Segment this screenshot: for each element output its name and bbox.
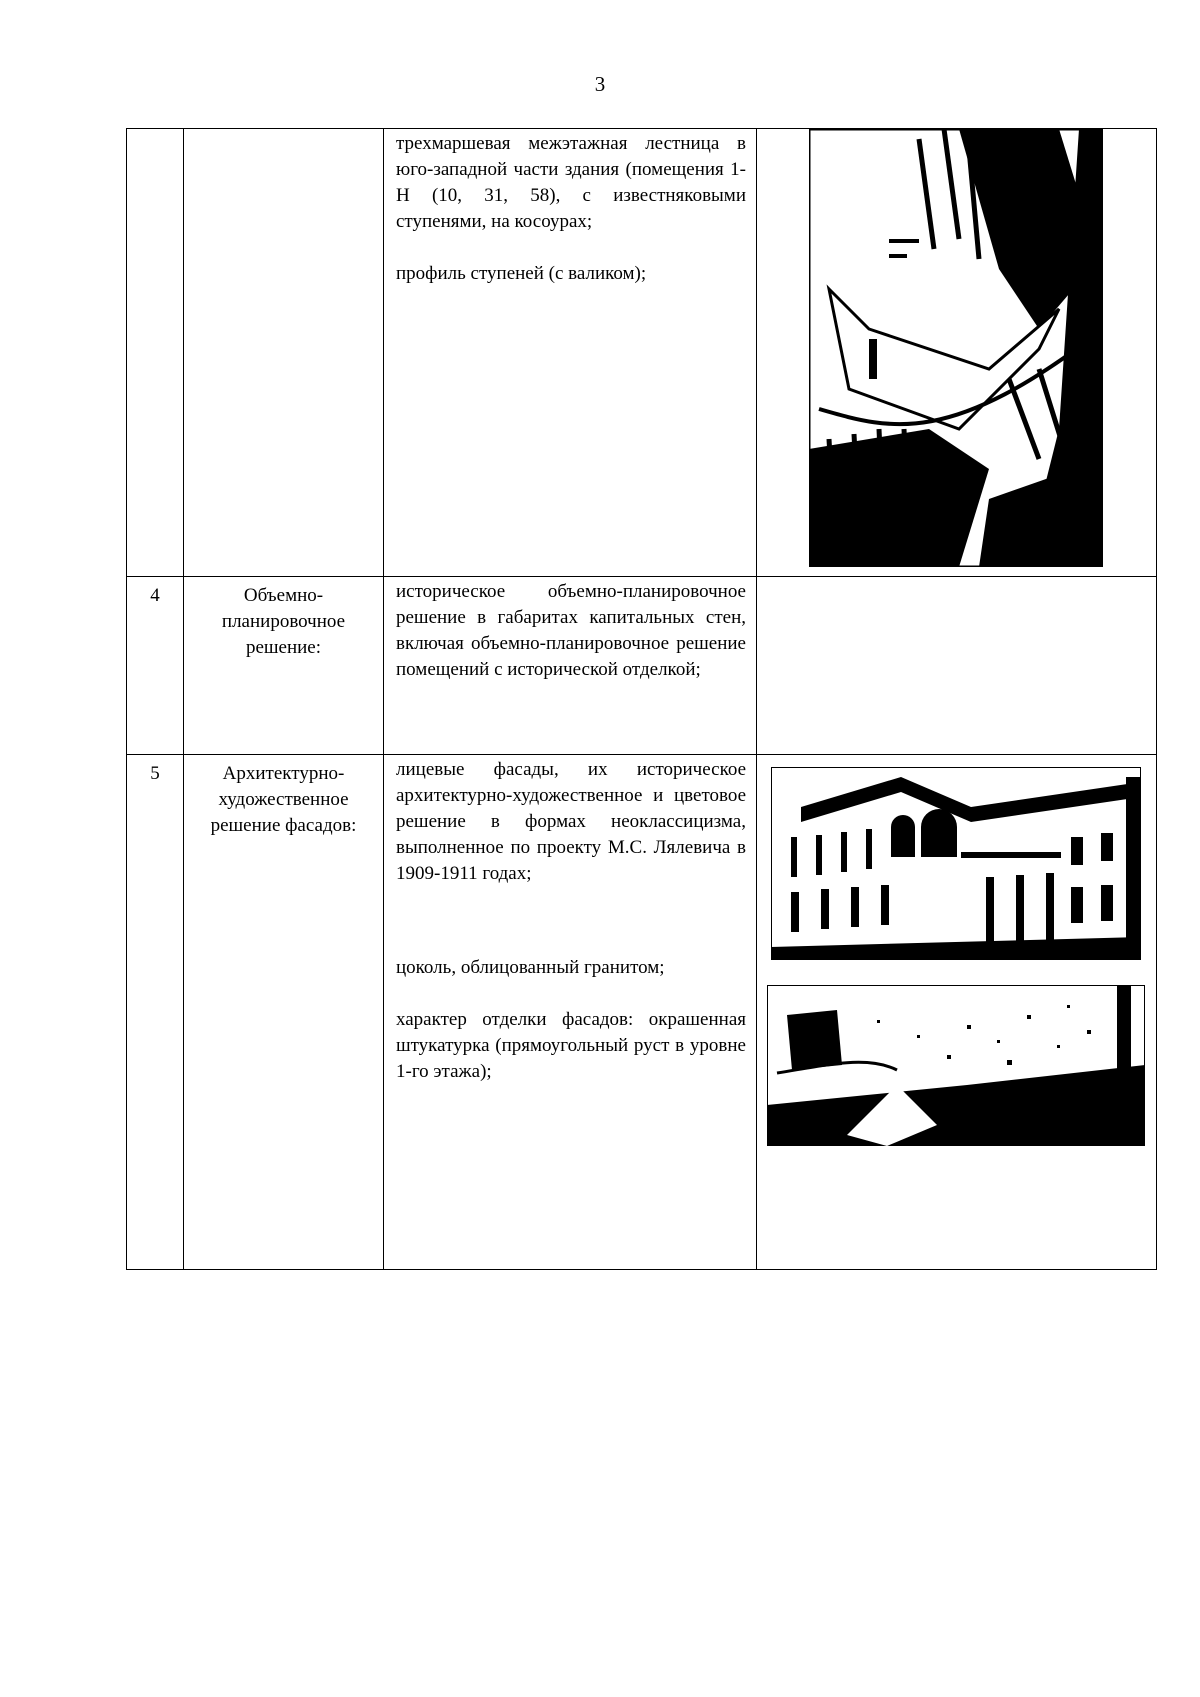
description-paragraph: историческое объемно-планировочное решение в габаритах капитальных стен, включая объемно-планировочное решение помещений с исторической отделкой; — [396, 581, 746, 680]
description-paragraph: цоколь, облицованный гранитом; — [396, 957, 665, 978]
facade-photo — [771, 767, 1141, 960]
page-number: 3 — [594, 72, 606, 96]
table-row — [127, 755, 1157, 1270]
row-description — [384, 577, 757, 755]
photo-cell — [757, 129, 1157, 577]
photo-cell — [757, 577, 1157, 755]
staircase-photo — [809, 129, 1103, 567]
description-paragraph: профиль ступеней (с валиком); — [396, 263, 647, 284]
plinth-photo — [767, 985, 1145, 1146]
heritage-elements-table — [126, 128, 1157, 1270]
row-number — [127, 129, 184, 577]
row-name: Объемно-планировочное решение: — [184, 577, 384, 755]
row-name — [184, 129, 384, 577]
row-number: 5 — [127, 755, 184, 1270]
row-description — [384, 755, 757, 1270]
photo-cell — [757, 755, 1157, 1270]
description-paragraph: трехмаршевая межэтажная лестница в юго-западной части здания (помещения 1-Н (10, 31, 58), с известняковыми ступенями, на косоурах; — [396, 133, 746, 232]
description-paragraph: лицевые фасады, их историческое архитектурно-художественное и цветовое решение в формах неоклассицизма, выполненное по проекту М.С. Лялевича в 1909-1911 годах; — [396, 759, 746, 884]
table-row — [127, 577, 1157, 755]
table-row — [127, 129, 1157, 577]
row-name: Архитектурно-художественное решение фасадов: — [184, 755, 384, 1270]
description-paragraph: характер отделки фасадов: окрашенная штукатурка (прямоугольный руст в уровне 1-го этажа); — [396, 1009, 746, 1082]
row-description — [384, 129, 757, 577]
row-number: 4 — [127, 577, 184, 755]
